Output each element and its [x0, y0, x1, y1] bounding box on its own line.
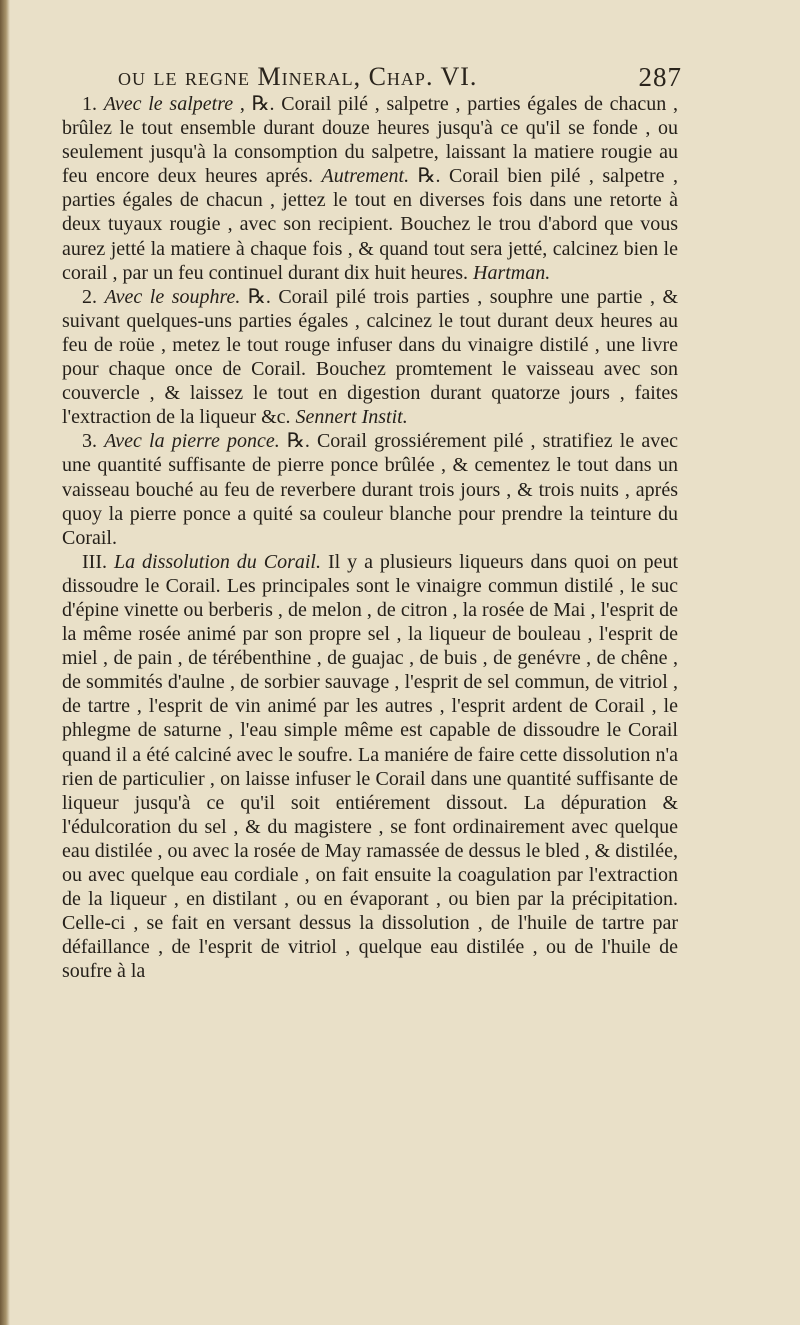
paragraph	[62, 92, 678, 285]
paragraph	[62, 429, 678, 549]
text-run: , ℞. Corail pilé , salpetre , parties égales de chacun , brûlez le tout ensemble durant douze heures jusqu'à ce qu'il se fonde , ou seulement jusqu'à la consomption du salpetre, laissant la matiere rougie au feu encore deux heures aprés.	[62, 93, 678, 188]
binding-gutter	[0, 0, 10, 1325]
text-run: 1.	[82, 93, 104, 115]
text-run: ℞. Corail bien pilé , salpetre , parties égales de chacun , jettez le tout en diverses fois dans une retorte à deux tuyaux rougie , avec son recipient. Bouchez le trou d'abord que vous aurez jetté la matiere à chaque fois , & quand tout sera jetté, calcinez bien le corail , par un feu continuel durant dix huit heures.	[62, 165, 678, 284]
text-run: Il y a plusieurs liqueurs dans quoi on peut dissoudre le Corail. Les principales sont le vinaigre commun distilé , le suc d'épine vinette ou berberis , de melon , de citron , la rosée de Mai , l'esprit de la même rosée animé par son propre sel , la liqueur de bouleau , l'esprit de miel , de pain , de térébenthine , de guajac , de buis , de genévre , de chêne , de sommités d'aulne , de sorbier sauvage , l'esprit de sel commun, de vitriol , de tartre , l'esprit de vin animé par les autres , l'esprit ardent de Corail , le phlegme de saturne , l'eau simple même est capable de dissoudre le Corail quand il a été calciné avec le soufre. La maniére de faire cette dissolution n'a rien de particulier , on laisse infuser le Corail dans une quantité suffisante de liqueur jusqu'à ce qu'il soit entiérement dissout. La dépuration & l'édulcoration du sel , & du magistere , se font ordinairement avec quelque eau distilée , ou avec la rosée de May ramassée de dessus le bled , & distilée, ou avec quelque eau cordiale , on fait ensuite la coagulation par l'extraction de la liqueur , en distilant , ou en évaporant , ou bien par la précipitation. Celle-ci , se fait en versant dessus la dissolution , de l'huile de tartre par défaillance , de l'esprit de vitriol , quelque eau distilée , ou de l'huile de soufre à la	[62, 550, 679, 983]
italic-run: Autrement.	[321, 165, 410, 188]
page-header	[118, 58, 682, 94]
body-text	[62, 92, 678, 983]
paragraph	[62, 550, 678, 984]
text-run: 3.	[82, 430, 105, 453]
paragraph	[62, 285, 678, 430]
text-run: III.	[82, 550, 114, 573]
italic-run: Avec la pierre ponce.	[104, 430, 280, 453]
text-run: 2.	[82, 285, 105, 308]
italic-run: Avec le souphre.	[104, 285, 241, 308]
italic-run: Avec le salpetre	[103, 93, 234, 115]
italic-run: Sennert Instit.	[295, 406, 408, 429]
page-number: 287	[638, 62, 682, 92]
text-run: ℞. Corail grossiérement pilé , stratifiez le avec une quantité suffisante de pierre ponce brûlée , & cementez le tout dans un vaisseau bouché au feu de reverbere durant trois jours , & trois nuits , aprés quoy la pierre ponce a quité sa couleur blanche pour prendre la teinture du Corail.	[62, 430, 678, 549]
running-head: ou le regne Mineral, Chap. VI.	[118, 62, 478, 91]
italic-run: Hartman.	[473, 261, 551, 284]
text-run: ℞. Corail pilé trois parties , souphre une partie , & suivant quelques-uns parties égales , calcinez le tout durant deux heures au feu de roüe , metez le tout rouge infuser dans du vinaigre distilé , une livre pour chaque once de Corail. Bouchez promtement le vaisseau avec son couvercle , & laissez le tout en digestion durant quatorze jours , faites l'extraction de la liqueur &c.	[62, 285, 679, 429]
italic-run: La dissolution du Corail.	[113, 550, 321, 573]
